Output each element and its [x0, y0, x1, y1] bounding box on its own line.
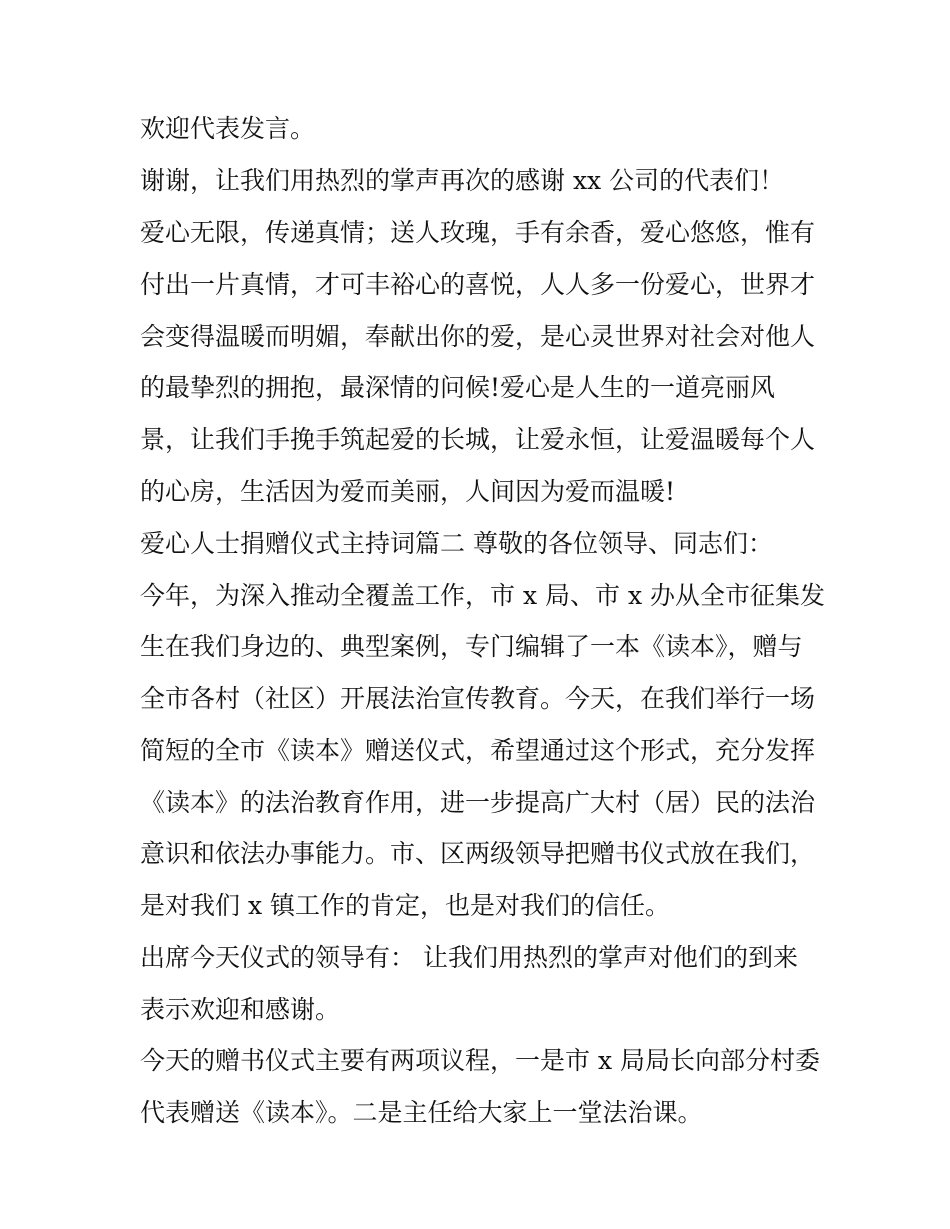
text-line: 今天的赠书仪式主要有两项议程，一是市 x 局局长向部分村委	[140, 1046, 820, 1075]
text-line: 欢迎代表发言。	[140, 114, 316, 143]
text-line: 爱心无限，传递真情；送人玫瑰，手有余香，爱心悠悠，惟有	[140, 218, 816, 247]
text-line: 谢谢，让我们用热烈的掌声再次的感谢 xx 公司的代表们！	[140, 166, 785, 195]
text-line: 简短的全市《读本》赠送仪式，希望通过这个形式，充分发挥	[140, 736, 816, 765]
text-line: 生在我们身边的、典型案例，专门编辑了一本《读本》，赠与	[140, 632, 803, 661]
text-line: 全市各村（社区）开展法治宣传教育。今天，在我们举行一场	[140, 684, 816, 713]
text-line: 今年，为深入推动全覆盖工作，市 x 局、市 x 办从全市征集发	[140, 581, 825, 610]
text-line: 《读本》的法治教育作用，进一步提高广大村（居）民的法治	[140, 788, 816, 817]
text-line: 代表赠送《读本》。二是主任给大家上一堂法治课。	[140, 1098, 703, 1127]
text-line: 景，让我们手挽手筑起爱的长城，让爱永恒，让爱温暖每个人	[140, 425, 816, 454]
text-line: 爱心人士捐赠仪式主持词篇二 尊敬的各位领导、同志们：	[140, 529, 773, 558]
text-line: 是对我们 x 镇工作的肯定，也是对我们的信任。	[140, 891, 670, 920]
text-line: 付出一片真情，才可丰裕心的喜悦，人人多一份爱心，世界才	[140, 270, 816, 299]
text-line: 意识和依法办事能力。市、区两级领导把赠书仪式放在我们，	[140, 839, 816, 868]
text-line: 表示欢迎和感谢。	[140, 995, 341, 1024]
text-line: 会变得温暖而明媚，奉献出你的爱，是心灵世界对社会对他人	[140, 322, 816, 351]
text-line: 出席今天仪式的领导有： 让我们用热烈的掌声对他们的到来	[140, 943, 798, 972]
text-line: 的心房，生活因为爱而美丽，人间因为爱而温暖!	[140, 477, 676, 506]
text-line: 的最挚烈的拥抱，最深情的问候!爱心是人生的一道亮丽风	[140, 373, 776, 402]
